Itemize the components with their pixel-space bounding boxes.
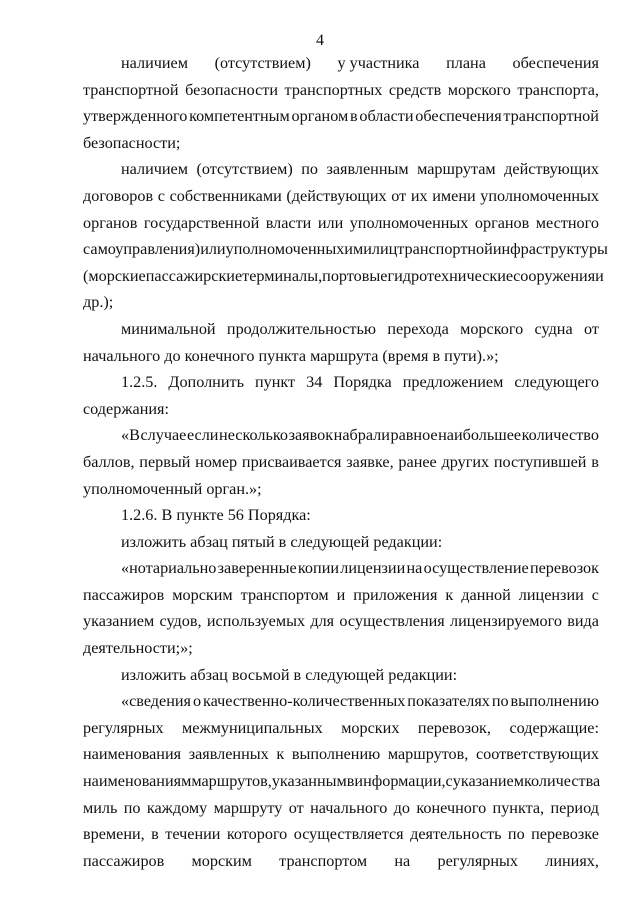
text-line xyxy=(83,688,599,715)
word: пункт xyxy=(254,373,296,392)
word: наименованиям xyxy=(83,772,192,791)
word: конечного xyxy=(416,798,487,817)
word: органов xyxy=(474,213,530,232)
word: указанием xyxy=(83,612,155,631)
word: их xyxy=(410,186,428,205)
word: течении xyxy=(165,825,221,844)
word: заявленным xyxy=(326,160,409,179)
word: транспортной xyxy=(397,240,493,259)
word: маршрутов, xyxy=(191,772,272,791)
word: указанным xyxy=(271,772,347,791)
word: следующего xyxy=(514,373,599,392)
word: данной xyxy=(461,585,511,604)
word: сооружения xyxy=(513,266,596,285)
text-line xyxy=(83,263,604,290)
word: гидротехнические xyxy=(387,266,514,285)
word: заверенные xyxy=(217,559,297,578)
word: на xyxy=(406,559,423,578)
word: случае xyxy=(140,426,187,445)
text-line xyxy=(83,449,599,476)
word: наибольшее xyxy=(438,426,522,445)
word: для xyxy=(310,612,335,631)
word: на xyxy=(394,851,411,870)
word: количества xyxy=(523,772,601,791)
word: других xyxy=(441,452,490,471)
word: и xyxy=(595,266,604,285)
word: пассажирские xyxy=(145,266,243,285)
word: до xyxy=(393,798,410,817)
word: транспортом xyxy=(240,585,329,604)
document-body xyxy=(83,50,608,874)
text-line: деятельности;»; xyxy=(83,639,193,658)
text-line xyxy=(83,715,599,742)
word: Порядка xyxy=(333,373,392,392)
word: с xyxy=(591,585,599,604)
word: содержащие: xyxy=(509,718,599,737)
text-line xyxy=(83,422,599,449)
text-line: содержания: xyxy=(83,399,169,418)
word: с xyxy=(445,772,453,791)
text-line: безопасности; xyxy=(83,133,181,152)
word: органов xyxy=(83,213,138,232)
text-line xyxy=(83,210,599,237)
word: информации, xyxy=(354,772,446,791)
word: в xyxy=(151,825,159,844)
word: пассажиров xyxy=(83,585,165,604)
word: показателях xyxy=(407,692,490,711)
word: лицензии xyxy=(340,559,406,578)
text-line xyxy=(83,608,599,635)
word: уполномоченных xyxy=(225,240,345,259)
word: лицензии xyxy=(518,585,584,604)
word: используемых xyxy=(206,612,306,631)
word: компетентным xyxy=(189,107,290,126)
word: терминалы, xyxy=(242,266,323,285)
word: транспортом xyxy=(279,851,368,870)
text-line: 1.2.6. В пункте 56 Порядка: xyxy=(121,506,311,525)
word: количество xyxy=(521,426,599,445)
word: Дополнить xyxy=(168,373,244,392)
word: «сведения xyxy=(121,692,191,711)
word: деятельность xyxy=(410,825,502,844)
text-line xyxy=(83,768,599,795)
word: перевозок xyxy=(529,559,599,578)
text-line: изложить абзац восьмой в следующей редакции: xyxy=(121,665,458,684)
word: морских xyxy=(341,718,400,737)
text-line xyxy=(83,369,599,396)
word: заявке, xyxy=(346,452,394,471)
word: (действующих xyxy=(286,186,387,205)
word: регулярных xyxy=(83,718,164,737)
text-line: начального до конечного пункта маршрута (время в пути).»; xyxy=(83,346,499,365)
text-line xyxy=(83,316,599,343)
word: линиях, xyxy=(545,851,599,870)
text-line xyxy=(83,741,599,768)
word: осуществляется xyxy=(293,825,404,844)
word: копии xyxy=(297,559,340,578)
word: «В xyxy=(121,426,140,445)
word: инфраструктуры xyxy=(492,240,608,259)
word: присваивается xyxy=(241,452,342,471)
word: которого xyxy=(226,825,288,844)
word: заявок xyxy=(288,426,334,445)
word: уполномоченных xyxy=(480,186,599,205)
text-line: уполномоченный орган.»; xyxy=(83,479,262,498)
word: морского xyxy=(447,80,511,99)
word: каждому xyxy=(146,798,208,817)
text-line: др.); xyxy=(83,293,114,312)
word: уполномоченных xyxy=(349,213,469,232)
word: 1.2.5. xyxy=(121,373,158,392)
word: собственниками xyxy=(169,186,282,205)
word: власти xyxy=(265,213,312,232)
word: продолжительностью xyxy=(226,319,376,338)
word: лиц xyxy=(371,240,398,259)
word: период xyxy=(550,798,599,817)
word: если xyxy=(186,426,219,445)
word: первый xyxy=(139,452,191,471)
word: к xyxy=(276,745,285,764)
text-line: изложить абзац пятый в следующей редакции: xyxy=(121,532,443,551)
word: от xyxy=(391,186,407,205)
word: по xyxy=(507,825,525,844)
word: пункта, xyxy=(492,798,545,817)
word: и xyxy=(336,585,346,604)
word: лицензируемого xyxy=(450,612,562,631)
word: маршрутам xyxy=(417,160,496,179)
text-line xyxy=(83,795,599,822)
text-line xyxy=(83,103,599,130)
word: по xyxy=(491,692,509,711)
word: набрали xyxy=(333,426,390,445)
word: портовые xyxy=(322,266,388,285)
text-line xyxy=(83,236,608,263)
word: перевозок, xyxy=(417,718,491,737)
word: начального xyxy=(310,798,388,817)
word: в xyxy=(591,452,599,471)
word: номер xyxy=(195,452,238,471)
word: транспортной xyxy=(83,80,179,99)
word: транспортной xyxy=(503,107,599,126)
text-line xyxy=(83,77,599,104)
word: (отсутствием) xyxy=(214,54,311,72)
word: действующих xyxy=(504,160,599,179)
word: наличием xyxy=(121,54,188,72)
word: заявленных xyxy=(188,745,269,764)
word: области xyxy=(359,107,414,126)
text-line xyxy=(83,821,599,848)
word: предложением xyxy=(402,373,504,392)
word: маршрутов, xyxy=(387,745,469,764)
word: равное xyxy=(390,426,438,445)
word: самоуправления) xyxy=(83,240,201,259)
word: осуществления xyxy=(339,612,445,631)
word: транспортных xyxy=(284,80,383,99)
text-line xyxy=(83,582,599,609)
word: в xyxy=(346,772,355,791)
word: или xyxy=(317,213,344,232)
word: средств xyxy=(388,80,442,99)
text-line xyxy=(83,555,599,582)
word: ранее xyxy=(398,452,437,471)
word: минимальной xyxy=(121,319,216,338)
word: перевозке xyxy=(531,825,599,844)
word: вида xyxy=(567,612,599,631)
word: поступившей xyxy=(493,452,587,471)
word: качественно-количественных xyxy=(202,692,406,711)
word: имени xyxy=(432,186,476,205)
word: договоров xyxy=(83,186,154,205)
word: ими xyxy=(344,240,372,259)
word: перехода xyxy=(387,319,449,338)
word: с xyxy=(157,186,165,205)
word: указанием xyxy=(452,772,524,791)
word: о xyxy=(192,692,202,711)
word: плана xyxy=(446,54,486,72)
word: утвержденного xyxy=(83,107,188,126)
word: соответствующих xyxy=(475,745,599,764)
word: осуществление xyxy=(423,559,529,578)
word: у участника xyxy=(337,54,420,72)
word: судна xyxy=(534,319,573,338)
word: межмуниципальных xyxy=(182,718,323,737)
word: государственной xyxy=(143,213,260,232)
word: миль xyxy=(83,798,118,817)
word: к xyxy=(445,585,454,604)
word: транспорта, xyxy=(517,80,599,99)
text-line xyxy=(83,156,599,183)
word: обеспечения xyxy=(415,107,502,126)
page-number: 4 xyxy=(316,32,324,49)
word: 34 xyxy=(306,373,323,392)
word: «нотариально xyxy=(121,559,217,578)
text-line xyxy=(83,50,599,77)
word: выполнению xyxy=(291,745,381,764)
word: баллов, xyxy=(83,452,135,471)
word: безопасности xyxy=(185,80,278,99)
word: (морские xyxy=(83,266,146,285)
word: от xyxy=(584,319,599,338)
word: наличием xyxy=(121,160,188,179)
word: от xyxy=(288,798,304,817)
word: местного xyxy=(535,213,599,232)
word: судов, xyxy=(159,612,202,631)
word: выполнению xyxy=(510,692,599,711)
word: по xyxy=(123,798,141,817)
word: в xyxy=(349,107,358,126)
word: морским xyxy=(172,585,233,604)
text-line xyxy=(83,183,599,210)
word: или xyxy=(200,240,226,259)
word: несколько xyxy=(219,426,288,445)
word: времени, xyxy=(83,825,145,844)
word: органом xyxy=(291,107,349,126)
word: (отсутствием) xyxy=(196,160,293,179)
word: наименования xyxy=(83,745,182,764)
word: морским xyxy=(191,851,252,870)
text-line xyxy=(83,848,599,875)
word: по xyxy=(301,160,318,179)
word: маршруту xyxy=(213,798,283,817)
word: обеспечения xyxy=(512,54,599,72)
word: пассажиров xyxy=(83,851,165,870)
word: регулярных xyxy=(437,851,519,870)
word: приложения xyxy=(353,585,438,604)
word: морского xyxy=(460,319,524,338)
